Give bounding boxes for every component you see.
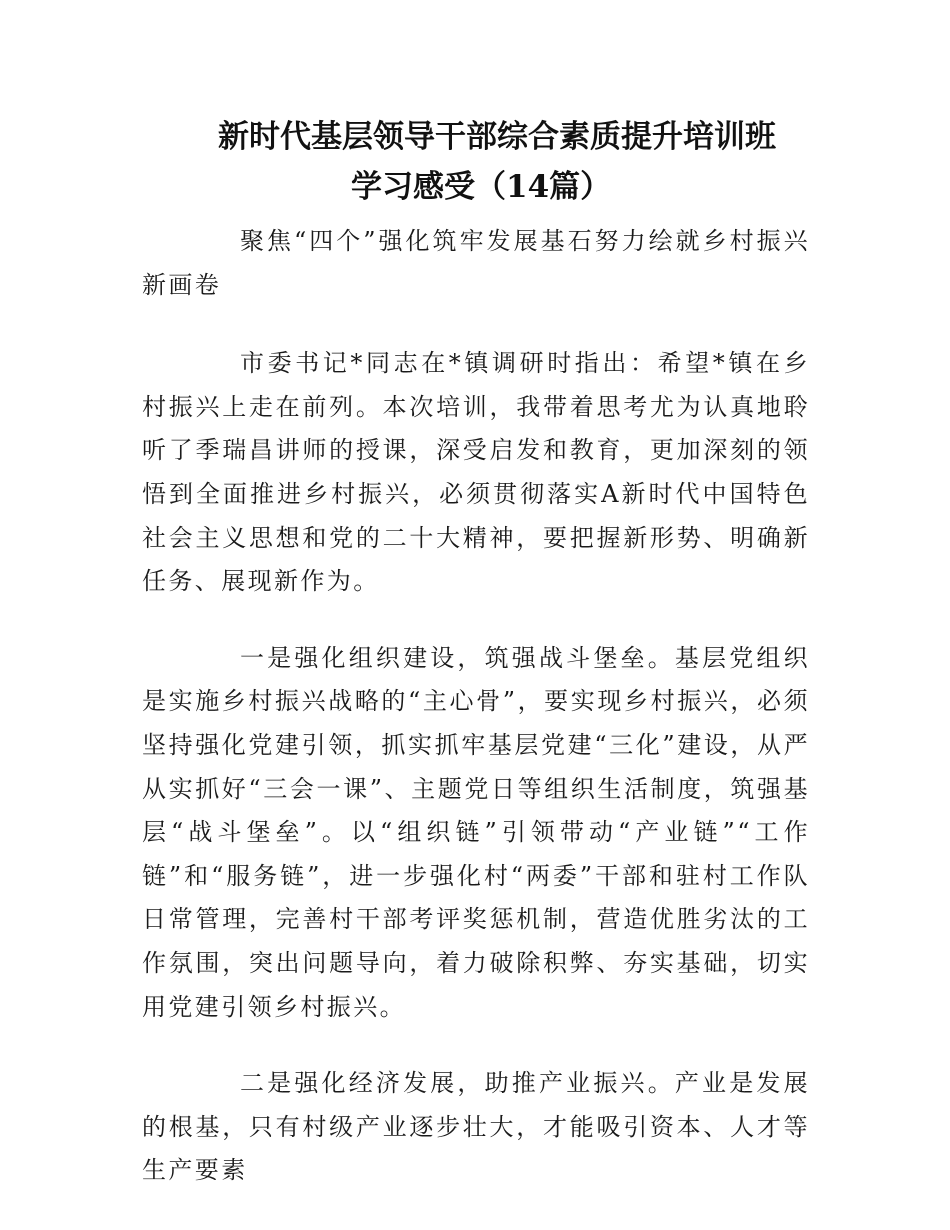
- document-body: [142, 220, 810, 1226]
- title-line-1: 新时代基层领导干部综合素质提升培训班: [218, 119, 776, 155]
- paragraph-subtitle: 聚焦“四个”强化筑牢发展基石努力绘就乡村振兴新画卷: [142, 227, 810, 299]
- title-line-2: 学习感受（14篇）: [351, 169, 612, 205]
- paragraph-point-two: 二是强化经济发展，助推产业振兴。产业是发展的根基，只有村级产业逐步壮大，才能吸引资本、人才等生产要素: [142, 1069, 810, 1185]
- paragraph-point-one: 一是强化组织建设，筑强战斗堡垒。基层党组织是实施乡村振兴战略的“主心骨”，要实现乡村振兴，必须坚持强化党建引领，抓实抓牢基层党建“三化”建设，从严从实抓好“三会一课”、主题党日等组织生活制度，筑强基层“战斗堡垒”。以“组织链”引领带动“产业链”“工作链”和“服务链”，进一步强化村“两委”干部和驻村工作队日常管理，完善村干部考评奖惩机制，营造优胜劣汰的工作氛围，突出问题导向，着力破除积弊、夯实基础，切实用党建引领乡村振兴。: [142, 643, 810, 1021]
- document-title: [140, 112, 810, 212]
- paragraph-intro: 市委书记*同志在*镇调研时指出：希望*镇在乡村振兴上走在前列。本次培训，我带着思考尤为认真地聆听了季瑞昌讲师的授课，深受启发和教育，更加深刻的领悟到全面推进乡村振兴，必须贯彻落实A新时代中国特色社会主义思想和党的二十大精神，要把握新形势、明确新任务、展现新作为。: [142, 349, 810, 596]
